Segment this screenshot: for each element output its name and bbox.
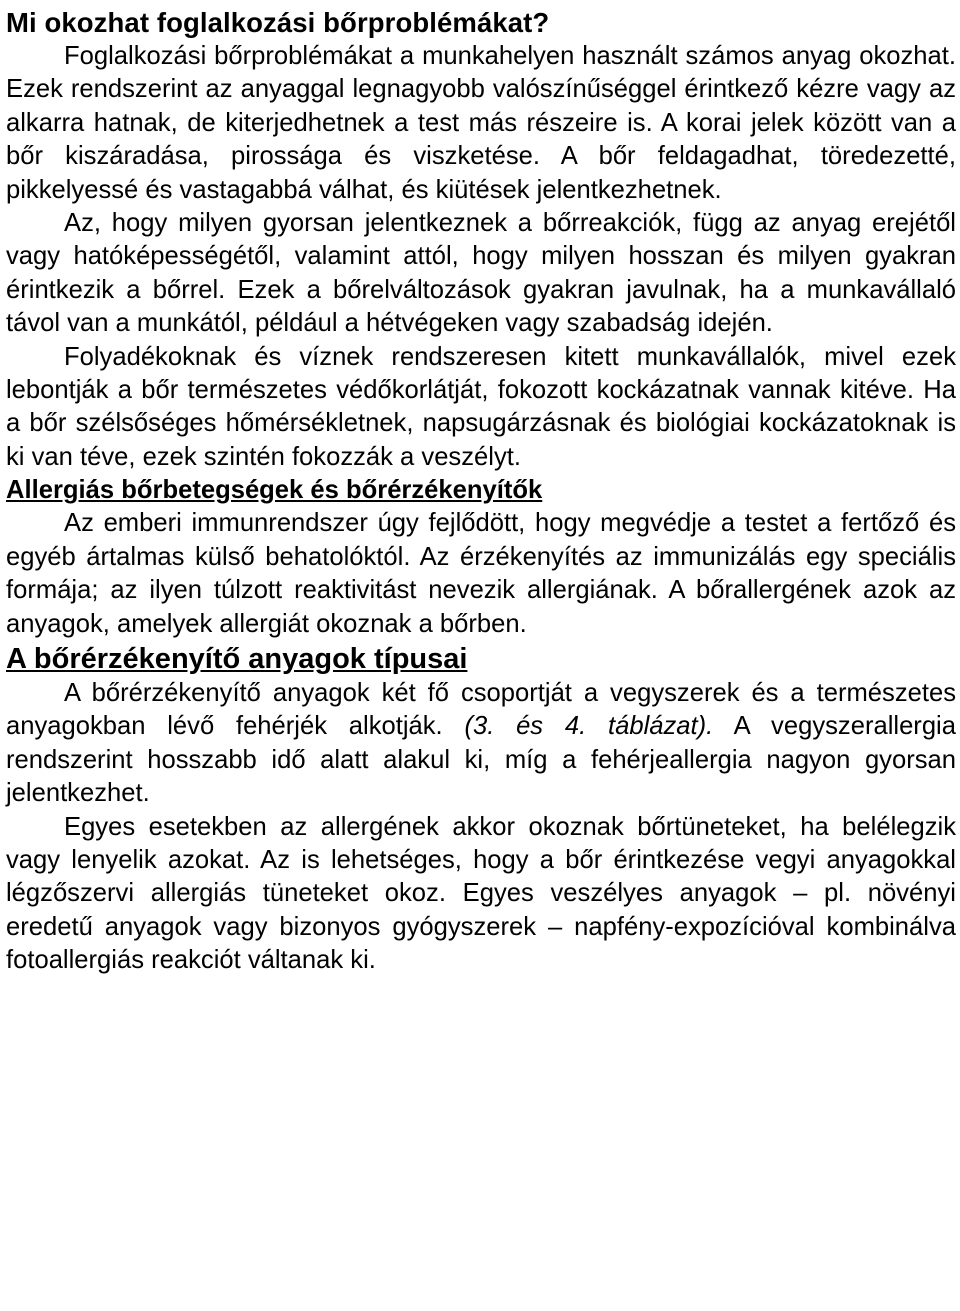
intro-paragraph-2: Az, hogy milyen gyorsan jelentkeznek a bőrreakciók, függ az anyag erejétől vagy hatóképességétől, valamint attól, hogy milyen hosszan és milyen gyakran érintkezik a bőrrel. Ezek a bőrelváltozások gyakran javulnak, ha a munkavállaló távol van a munkától, például a hétvégeken vagy szabadság idején. xyxy=(6,209,956,338)
tipusok-heading: A bőrérzékenyítő anyagok típusai xyxy=(6,642,468,675)
tipusok-paragraph-1 xyxy=(6,677,956,811)
allergia-paragraph: Az emberi immunrendszer úgy fejlődött, hogy megvédje a testet a fertőző és egyéb ártalmas külső behatolóktól. Az érzékenyítés az immunizálás egy speciális formája; az ilyen túlzott reaktivitást nevezik allergiának. A bőrallergének azok az anyagok, amelyek allergiát okoznak a bőrben. xyxy=(6,509,956,638)
table-reference: (3. és 4. táblázat). xyxy=(464,712,714,741)
allergia-heading: Allergiás bőrbetegségek és bőrérzékenyítők xyxy=(6,476,543,505)
intro-paragraph-1: Foglalkozási bőrproblémákat a munkahelyen használt számos anyag okozhat. Ezek rendszerint az anyaggal legnagyobb valószínűséggel érintkező kézre vagy az alkarra hatnak, de kiterjedhetnek a test más részeire is. A korai jelek között van a bőr kiszáradása, pirossága és viszketése. A bőr feldagadhat, töredezetté, pikkelyessé és vastagabbá válhat, és kiütések jelentkezhetnek. xyxy=(6,42,956,204)
tipusok-p1-text-end: A vegyszerallergia rendszerint hosszabb idő alatt alakul ki, míg a fehérjeallergia nagyon gyorsan jelentkezhet. xyxy=(6,712,956,808)
tipusok-paragraph-2: Egyes esetekben az allergének akkor okoznak bőrtüneteket, ha belélegzik vagy lenyelik azokat. Az is lehetséges, hogy a bőr érintkezése vegyi anyagokkal légzőszervi allergiás tüneteket okoz. Egyes veszélyes anyagok – pl. növényi eredetű anyagok vagy bizonyos gyógyszerek – napfény-expozícióval kombinálva fotoallergiás reakciót váltanak ki. xyxy=(6,812,956,975)
document-page xyxy=(6,0,956,978)
intro-paragraph-3: Folyadékoknak és víznek rendszeresen kitett munkavállalók, mivel ezek lebontják a bőr természetes védőkorlátját, fokozott kockázatnak vannak kitéve. Ha a bőr szélsőséges hőmérsékletnek, napsugárzásnak és biológiai kockázatoknak is ki van téve, ezek szintén fokozzák a veszélyt. xyxy=(6,342,956,471)
page-title: Mi okozhat foglalkozási bőrproblémákat? xyxy=(6,7,550,38)
tipusok-p1-text-start: A bőrérzékenyítő anyagok két fő csoportját a vegyszerek és a természetes anyagokban lévő fehérjék alkotják. xyxy=(6,678,956,741)
